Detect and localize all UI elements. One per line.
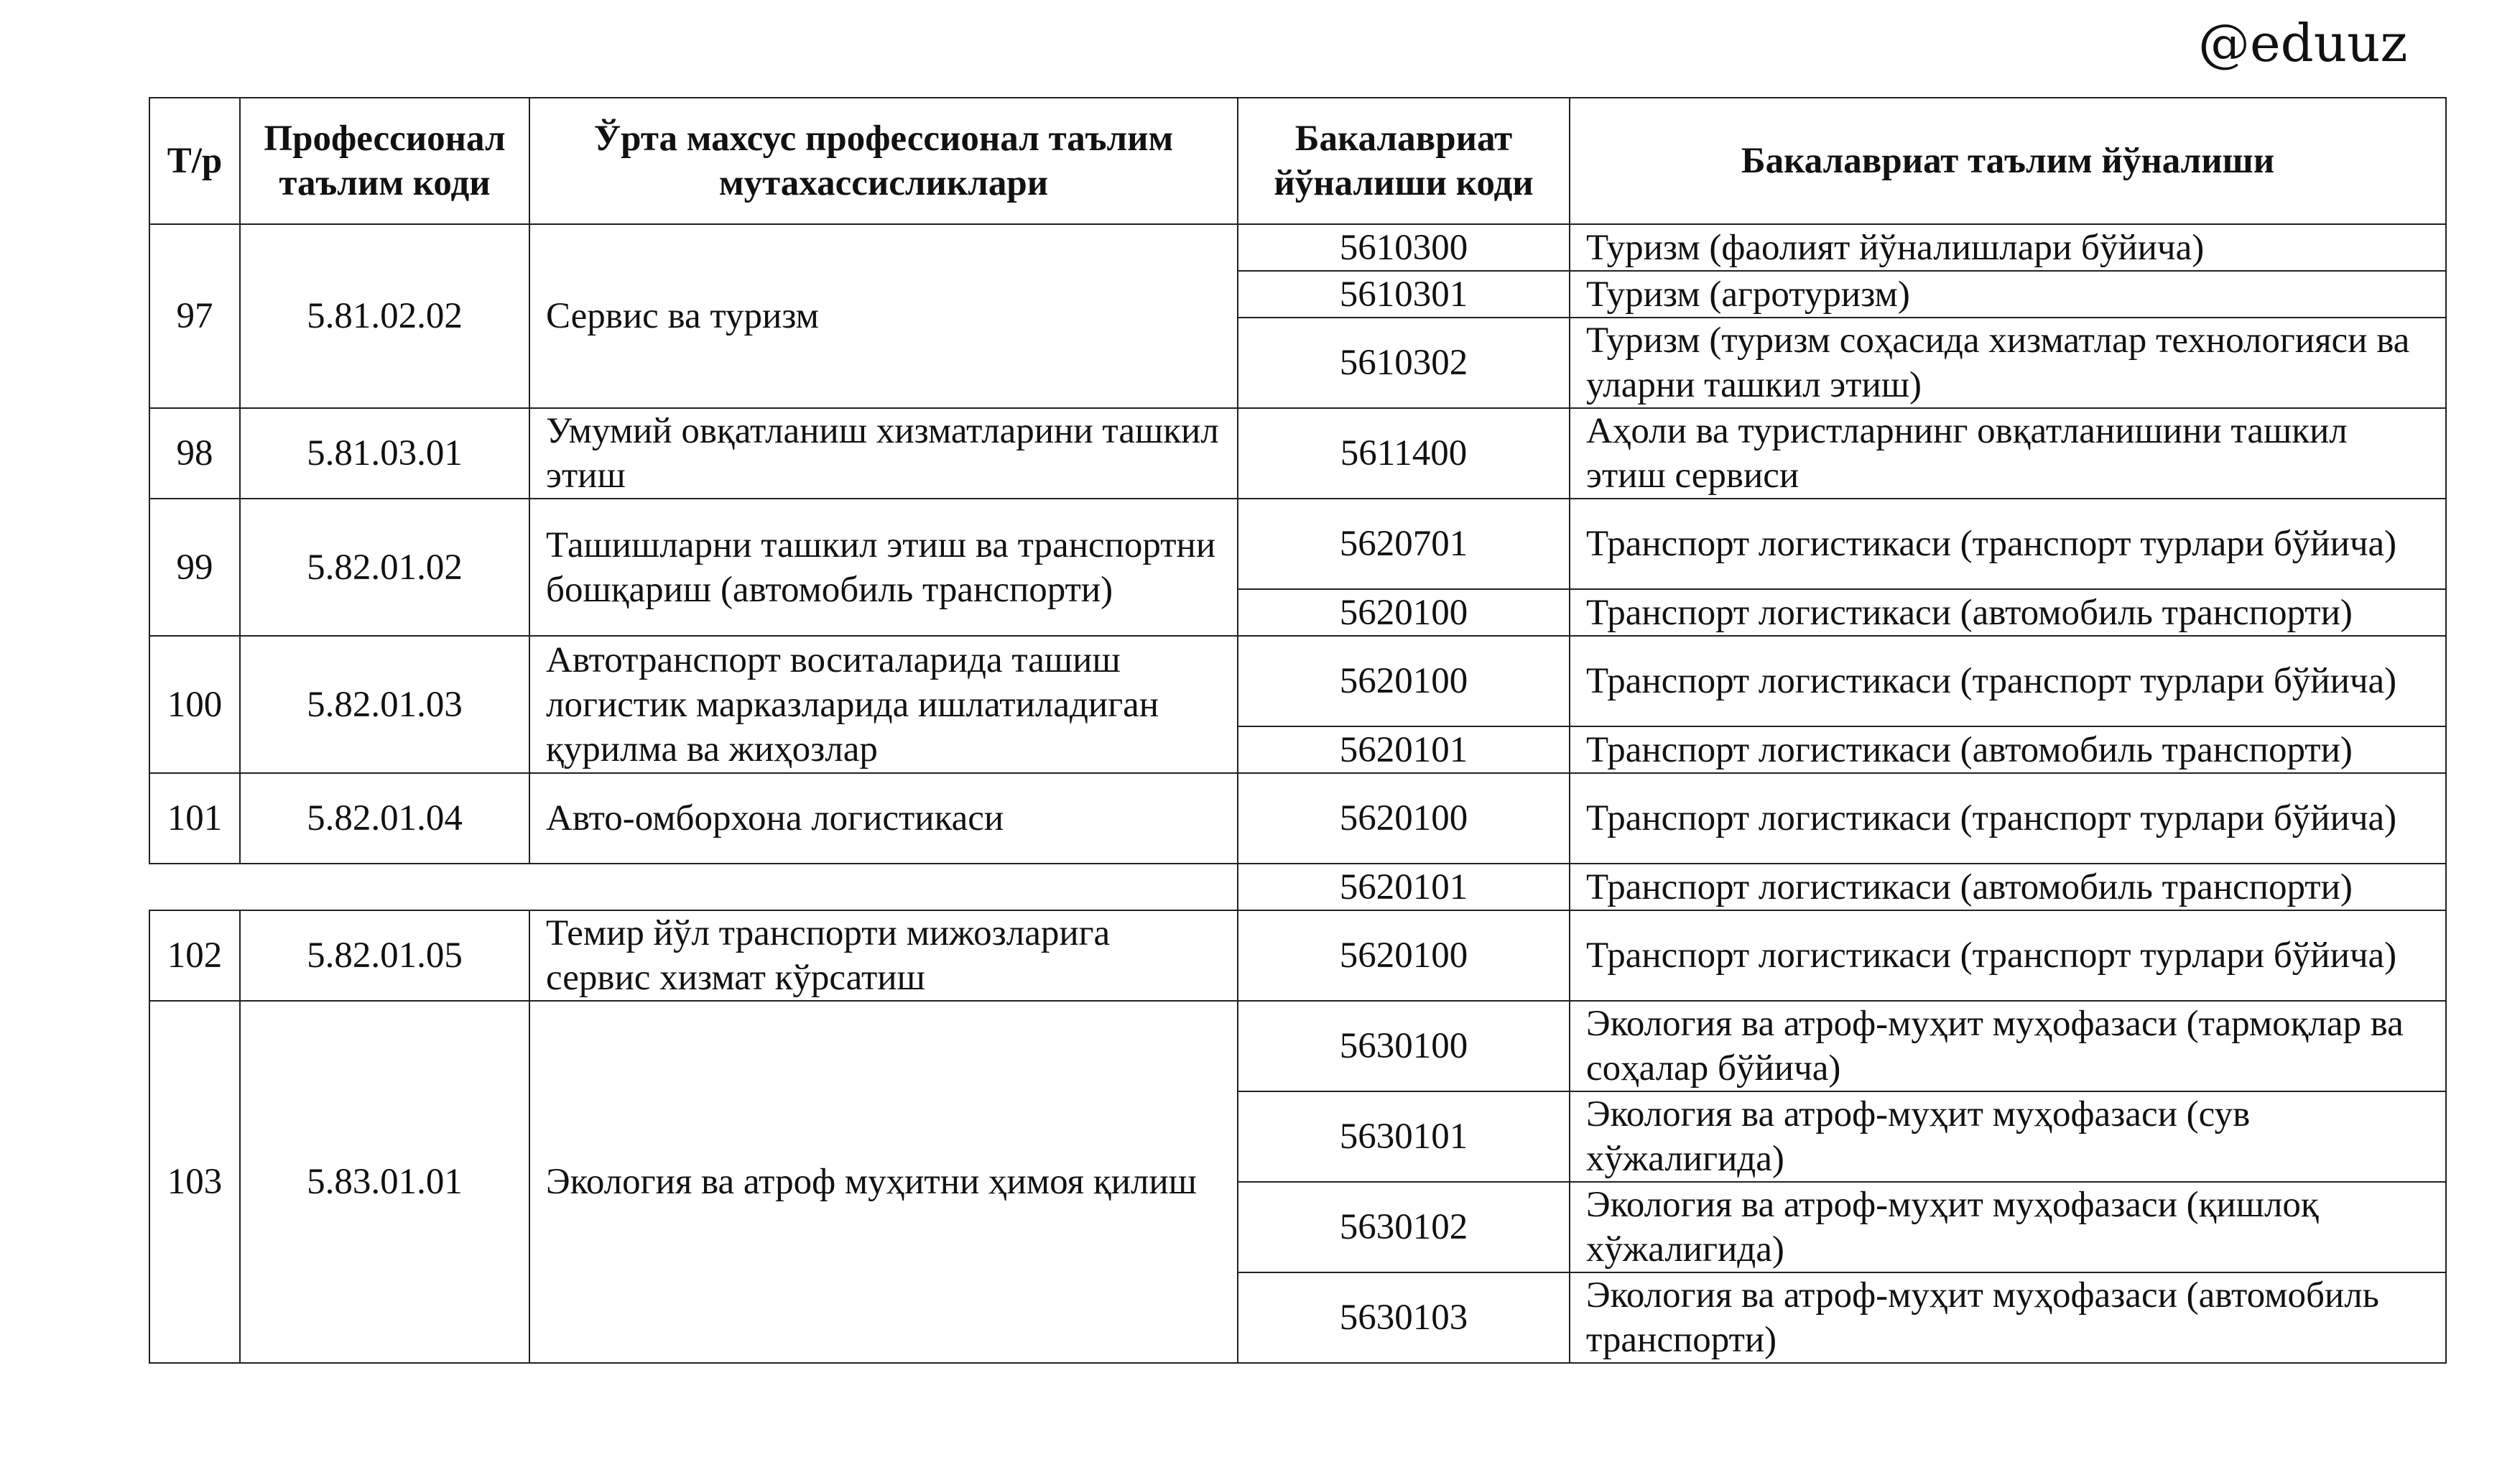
bach-dir-cell: Транспорт логистикаси (транспорт турлари бўйича)	[1570, 773, 2446, 864]
bach-code-cell: 5610302	[1238, 318, 1570, 408]
header-bach-dir: Бакалавриат таълим йўналиши	[1570, 98, 2446, 224]
bach-dir-cell: Транспорт логистикаси (транспорт турлари бўйича)	[1570, 636, 2446, 726]
header-num: Т/р	[149, 98, 240, 224]
row-number: 102	[149, 910, 240, 1001]
table-row	[149, 499, 2446, 589]
header-bach-code: Бакалавриат йўналиши коди	[1238, 98, 1570, 224]
row-number: 97	[149, 224, 240, 408]
specialty-cell: Автотранспорт воситаларида ташиш логистик марказларида ишлатиладиган қурилма ва жиҳозлар	[529, 636, 1238, 773]
bach-dir-cell: Транспорт логистикаси (автомобиль транспорти)	[1570, 589, 2446, 636]
bach-dir-cell: Туризм (агротуризм)	[1570, 271, 2446, 318]
header-prof-code: Профессионал таълим коди	[240, 98, 529, 224]
prof-code-cell: 5.82.01.04	[240, 773, 529, 864]
table-row	[149, 864, 2446, 910]
bach-dir-cell: Транспорт логистикаси (автомобиль транспорти)	[1570, 864, 2446, 910]
specialty-cell: Авто-омборхона логистикаси	[529, 773, 1238, 864]
bach-dir-cell: Экология ва атроф-муҳит муҳофазаси (сув хўжалигида)	[1570, 1091, 2446, 1182]
table-row	[149, 773, 2446, 864]
specialty-cell: Темир йўл транспорти мижозларига сервис хизмат кўрсатиш	[529, 910, 1238, 1001]
specialty-table	[149, 97, 2447, 1364]
bach-code-cell: 5620101	[1238, 864, 1570, 910]
specialty-cell: Умумий овқатланиш хизматларини ташкил этиш	[529, 408, 1238, 499]
table-body	[149, 224, 2446, 1363]
bach-dir-cell: Транспорт логистикаси (транспорт турлари бўйича)	[1570, 910, 2446, 1001]
bach-dir-cell: Аҳоли ва туристларнинг овқатланишини ташкил этиш сервиси	[1570, 408, 2446, 499]
prof-code-cell: 5.83.01.01	[240, 1001, 529, 1363]
bach-dir-cell: Экология ва атроф-муҳит муҳофазаси (автомобиль транспорти)	[1570, 1272, 2446, 1363]
bach-code-cell: 5630100	[1238, 1001, 1570, 1091]
row-number: 99	[149, 499, 240, 636]
prof-code-cell: 5.81.03.01	[240, 408, 529, 499]
specialty-cell: Сервис ва туризм	[529, 224, 1238, 408]
bach-code-cell: 5620701	[1238, 499, 1570, 589]
header-specialty: Ўрта махсус профессионал таълим мутахассисликлари	[529, 98, 1238, 224]
bach-code-cell: 5620100	[1238, 910, 1570, 1001]
watermark: @eduuz	[2198, 13, 2408, 73]
empty-cell	[149, 864, 1238, 910]
bach-dir-cell: Экология ва атроф-муҳит муҳофазаси (тармоқлар ва соҳалар бўйича)	[1570, 1001, 2446, 1091]
row-number: 103	[149, 1001, 240, 1363]
prof-code-cell: 5.82.01.03	[240, 636, 529, 773]
row-number: 98	[149, 408, 240, 499]
table-row	[149, 1001, 2446, 1091]
bach-code-cell: 5620100	[1238, 773, 1570, 864]
bach-dir-cell: Транспорт логистикаси (автомобиль транспорти)	[1570, 726, 2446, 773]
table-header-row	[149, 98, 2446, 224]
row-number: 100	[149, 636, 240, 773]
bach-code-cell: 5611400	[1238, 408, 1570, 499]
bach-code-cell: 5630101	[1238, 1091, 1570, 1182]
specialty-cell: Ташишларни ташкил этиш ва транспортни бошқариш (автомобиль транспорти)	[529, 499, 1238, 636]
bach-code-cell: 5630102	[1238, 1182, 1570, 1272]
bach-code-cell: 5610300	[1238, 224, 1570, 271]
row-number: 101	[149, 773, 240, 864]
prof-code-cell: 5.81.02.02	[240, 224, 529, 408]
bach-code-cell: 5620100	[1238, 636, 1570, 726]
bach-code-cell: 5630103	[1238, 1272, 1570, 1363]
table-row	[149, 224, 2446, 271]
specialty-cell: Экология ва атроф муҳитни ҳимоя қилиш	[529, 1001, 1238, 1363]
bach-code-cell: 5620101	[1238, 726, 1570, 773]
bach-dir-cell: Экология ва атроф-муҳит муҳофазаси (қишлоқ хўжалигида)	[1570, 1182, 2446, 1272]
bach-code-cell: 5620100	[1238, 589, 1570, 636]
bach-dir-cell: Туризм (туризм соҳасида хизматлар технологияси ва уларни ташкил этиш)	[1570, 318, 2446, 408]
prof-code-cell: 5.82.01.05	[240, 910, 529, 1001]
table-row	[149, 408, 2446, 499]
bach-dir-cell: Туризм (фаолият йўналишлари бўйича)	[1570, 224, 2446, 271]
bach-code-cell: 5610301	[1238, 271, 1570, 318]
table-row	[149, 636, 2446, 726]
table-row	[149, 910, 2446, 1001]
prof-code-cell: 5.82.01.02	[240, 499, 529, 636]
bach-dir-cell: Транспорт логистикаси (транспорт турлари бўйича)	[1570, 499, 2446, 589]
